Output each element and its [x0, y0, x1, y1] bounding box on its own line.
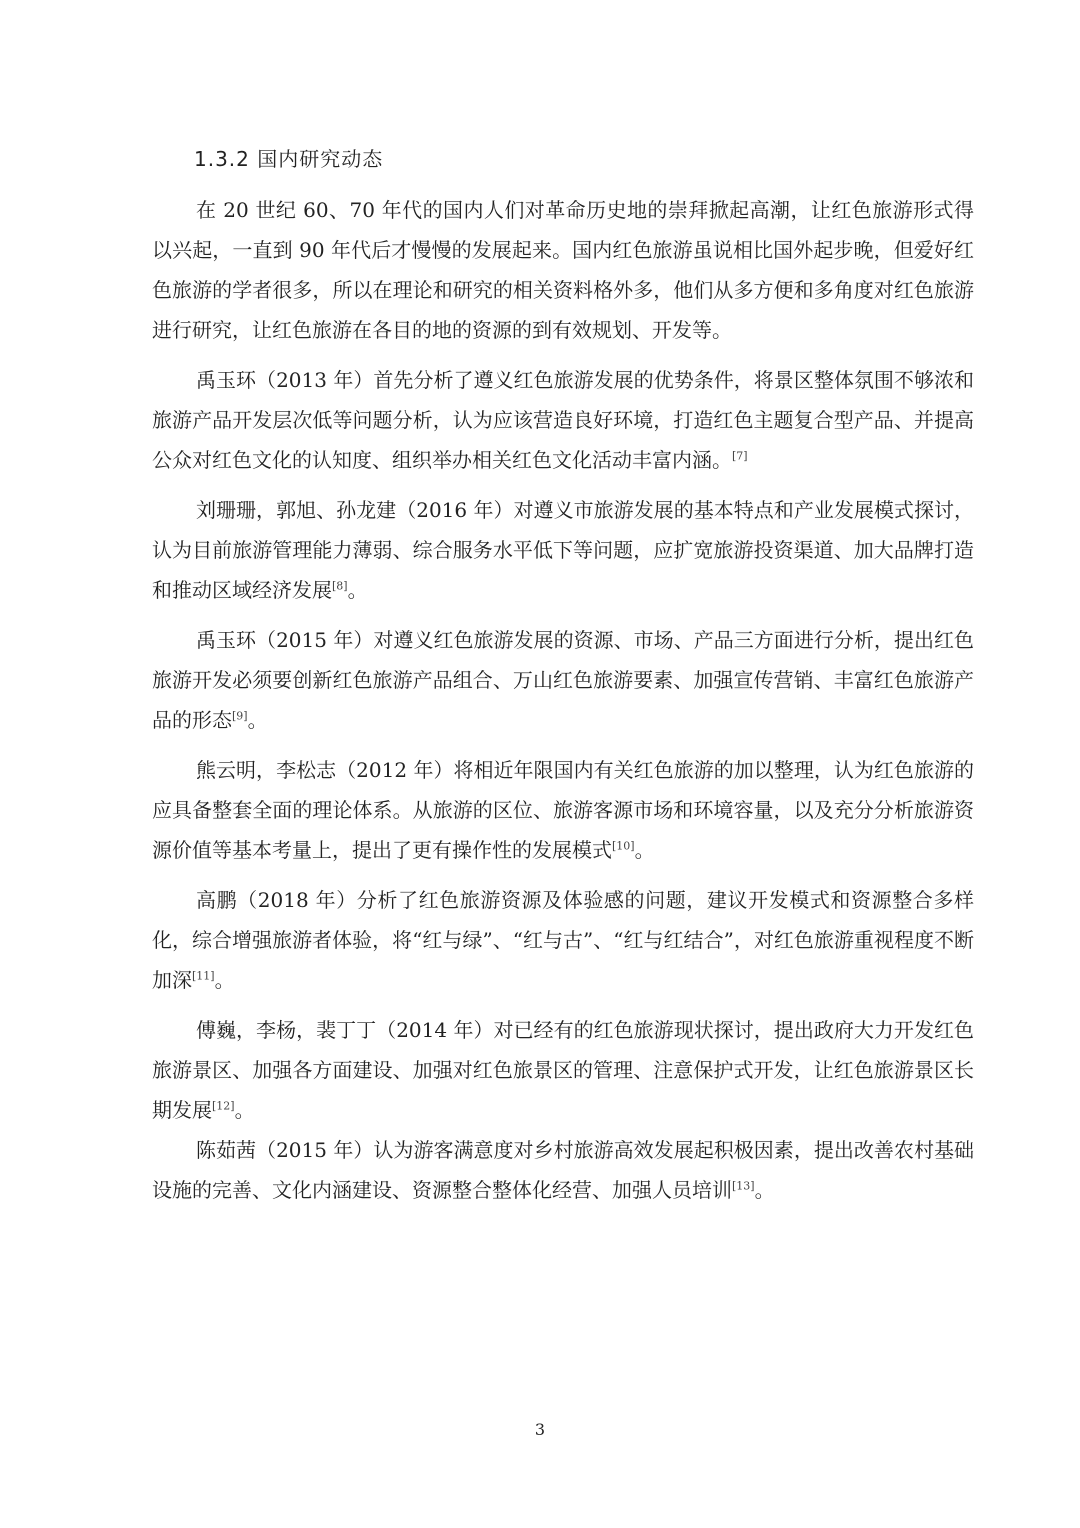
section-heading: 1.3.2 国内研究动态 [194, 147, 384, 171]
paragraph [152, 1130, 974, 1220]
paragraph [152, 190, 974, 360]
paragraph-text: 禹玉环（2013 年）首先分析了遵义红色旅游发展的优势条件，将景区整体氛围不够浓和旅游产品开发层次低等问题分析，认为应该营造良好环境，打造红色主题复合型产品、并提高公众对红色文化的认知度、组织举办相关红色文化活动丰富内涵。 [152, 368, 974, 472]
body-text [152, 190, 974, 1220]
citation-reference: [13] [732, 1179, 755, 1193]
citation-reference: [12] [212, 1099, 235, 1113]
citation-reference: [9] [232, 709, 248, 723]
paragraph-text: 熊云明，李松志（2012 年）将相近年限国内有关红色旅游的加以整理，认为红色旅游的应具备整套全面的理论体系。从旅游的区位、旅游客源市场和环境容量，以及充分分析旅游资源价值等基本考量上，提出了更有操作性的发展模式 [152, 758, 974, 862]
paragraph-end: 。 [754, 1178, 775, 1202]
page-number: 3 [534, 1420, 546, 1439]
paragraph [152, 750, 974, 880]
paragraph-end: 。 [214, 968, 235, 992]
citation-reference: [7] [732, 449, 748, 463]
paragraph-text: 刘珊珊，郭旭、孙龙建（2016 年）对遵义市旅游发展的基本特点和产业发展模式探讨，认为目前旅游管理能力薄弱、综合服务水平低下等问题，应扩宽旅游投资渠道、加大品牌打造和推动区域经济发展 [152, 498, 974, 602]
paragraph [152, 880, 974, 1010]
citation-reference: [8] [332, 579, 348, 593]
paragraph-end: 。 [634, 838, 655, 862]
paragraph [152, 1010, 974, 1130]
paragraph-end: 。 [234, 1098, 255, 1122]
paragraph [152, 490, 974, 620]
paragraph-text: 陈茹茜（2015 年）认为游客满意度对乡村旅游高效发展起积极因素，提出改善农村基础设施的完善、文化内涵建设、资源整合整体化经营、加强人员培训 [152, 1138, 974, 1202]
paragraph-text: 傅巍，李杨，裴丁丁（2014 年）对已经有的红色旅游现状探讨，提出政府大力开发红色旅游景区、加强各方面建设、加强对红色旅景区的管理、注意保护式开发，让红色旅游景区长期发展 [152, 1018, 974, 1122]
paragraph-text: 在 20 世纪 60、70 年代的国内人们对革命历史地的崇拜掀起高潮，让红色旅游形式得以兴起，一直到 90 年代后才慢慢的发展起来。国内红色旅游虽说相比国外起步晚，但爱好红色旅游的学者很多，所以在理论和研究的相关资料格外多，他们从多方便和多角度对红色旅游进行研究，让红色旅游在各目的地的资源的到有效规划、开发等。 [152, 198, 974, 342]
paragraph-end: 。 [347, 578, 368, 602]
citation-reference: [10] [612, 839, 635, 853]
paragraph-text: 高鹏（2018 年）分析了红色旅游资源及体验感的问题，建议开发模式和资源整合多样化，综合增强旅游者体验，将“红与绿”、“红与古”、“红与红结合”，对红色旅游重视程度不断加深 [152, 888, 974, 992]
citation-reference: [11] [192, 969, 215, 983]
paragraph [152, 620, 974, 750]
paragraph [152, 360, 974, 490]
paragraph-text: 禹玉环（2015 年）对遵义红色旅游发展的资源、市场、产品三方面进行分析，提出红色旅游开发必须要创新红色旅游产品组合、万山红色旅游要素、加强宣传营销、丰富红色旅游产品的形态 [152, 628, 974, 732]
paragraph-end: 。 [247, 708, 268, 732]
